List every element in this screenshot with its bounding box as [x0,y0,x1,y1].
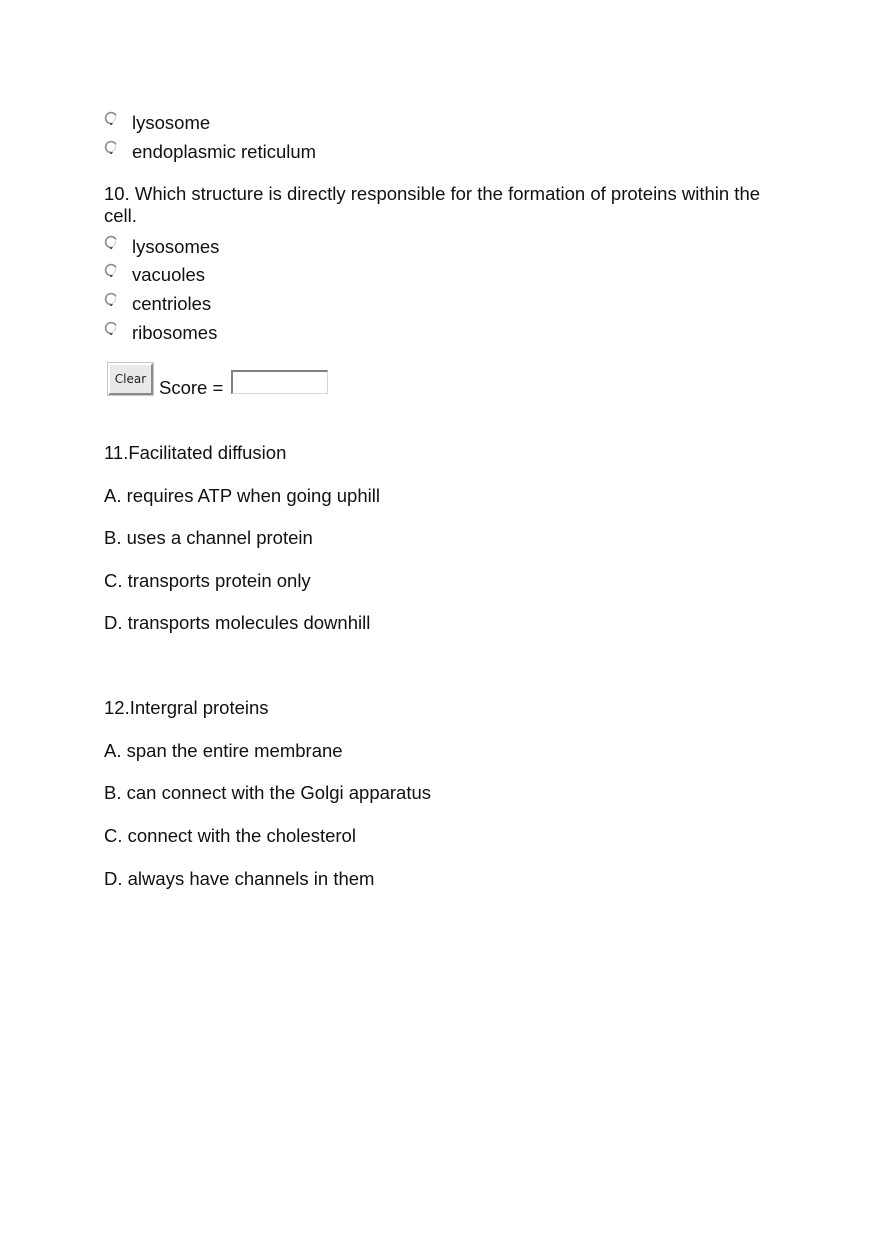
radio-button-icon[interactable] [104,263,118,277]
radio-button-icon[interactable] [104,321,118,335]
radio-button-icon[interactable] [104,292,118,306]
radio-button-icon[interactable] [104,111,118,125]
option-label: centrioles [132,293,212,314]
q12-choice-a: A. span the entire membrane [104,740,343,761]
option-label: vacuoles [132,264,206,285]
q12-choice-d: D. always have channels in them [104,868,375,889]
radio-button-icon[interactable] [104,235,118,249]
q9-option-endoplasmic-reticulum[interactable] [104,140,316,164]
radio-button-icon[interactable] [104,140,118,154]
q10-option-vacuoles[interactable] [104,263,205,287]
q12-title: 12.Intergral proteins [104,697,269,718]
q10-option-ribosomes[interactable] [104,321,217,345]
q11-choice-b: B. uses a channel protein [104,527,313,548]
clear-button[interactable]: Clear [108,363,153,395]
option-label: lysosome [132,112,211,133]
q10-option-centrioles[interactable] [104,292,211,316]
q9-option-lysosome[interactable] [104,111,210,135]
q10-question-text: 10. Which structure is directly responsible for the formation of proteins within the cell. [104,183,761,226]
q12-choice-b: B. can connect with the Golgi apparatus [104,782,432,803]
q11-choice-a: A. requires ATP when going uphill [104,485,380,506]
q11-choice-c: C. transports protein only [104,570,311,591]
score-input[interactable] [231,370,328,394]
q11-title: 11.Facilitated diffusion [104,442,287,463]
score-label: Score = [159,377,224,398]
q10-option-lysosomes[interactable] [104,235,219,259]
option-label: ribosomes [132,322,218,343]
q11-choice-d: D. transports molecules downhill [104,612,371,633]
option-label: lysosomes [132,236,220,257]
q12-choice-c: C. connect with the cholesterol [104,825,356,846]
option-label: endoplasmic reticulum [132,141,317,162]
